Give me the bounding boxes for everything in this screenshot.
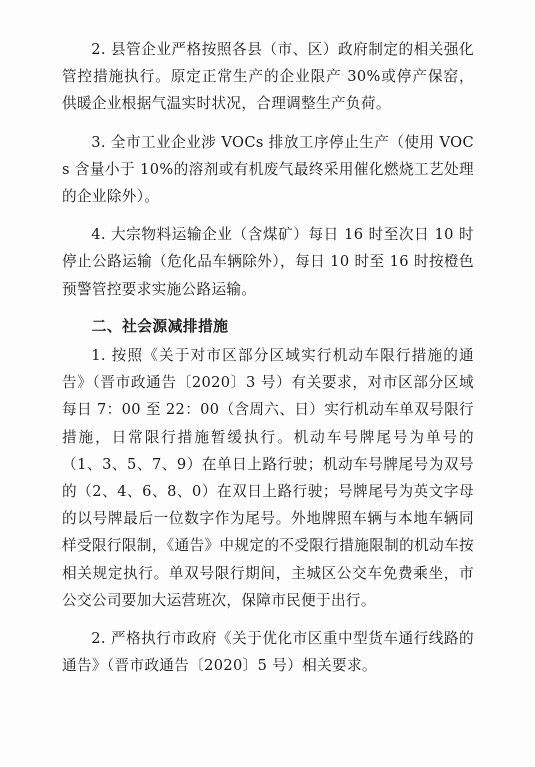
paragraph-vocs-emission: 3. 全市工业企业涉 VOCs 排放工序停止生产（使用 VOCs 含量小于 10%的溶剂或有机废气最终采用催化燃烧工艺处理的企业除外）。	[62, 133, 474, 206]
paragraph-county-enterprises: 2. 县管企业严格按照各县（市、区）政府制定的相关强化管控措施执行。原定正常生产的企业限产 30%或停产保窑，供暖企业根据气温实时状况，合理调整生产负荷。	[62, 41, 474, 113]
paragraph-vehicle-restriction: 1. 按照《关于对市区部分区域实行机动车限行措施的通告》（晋市政通告〔2020〕3 号）有关要求，对市区部分区域每日 7：00 至 22：00（含周六、日）实行机动车单双号限行措施，日常限行措施暂缓执行。机动车号牌尾号为单号的（1、3、5、7、9）在单日上路行驶；机动车号牌尾号为双号的（2、4、6、8、0）在双日上路行驶；号牌尾号为英文字母的以号牌最后一位数字作为尾号。外地牌照车辆与本地车辆同样受限行限制，《通告》中规定的不受限行措施限制的机动车按相关规定执行。单双号限行期间，主城区公交车免费乘坐，市公交公司要加大运营班次，保障市民便于出行。	[62, 347, 474, 609]
paragraph-bulk-transport: 4. 大宗物料运输企业（含煤矿）每日 16 时至次日 10 时停止公路运输（危化品车辆除外），每日 10 时至 16 时按橙色预警管控要求实施公路运输。	[62, 226, 474, 298]
paragraph-truck-routes: 2. 严格执行市政府《关于优化市区重中型货车通行线路的通告》（晋市政通告〔2020〕5 号）相关要求。	[62, 630, 474, 675]
document-body	[62, 36, 474, 679]
section-heading-social-sources: 二、社会源减排措施	[91, 317, 229, 335]
